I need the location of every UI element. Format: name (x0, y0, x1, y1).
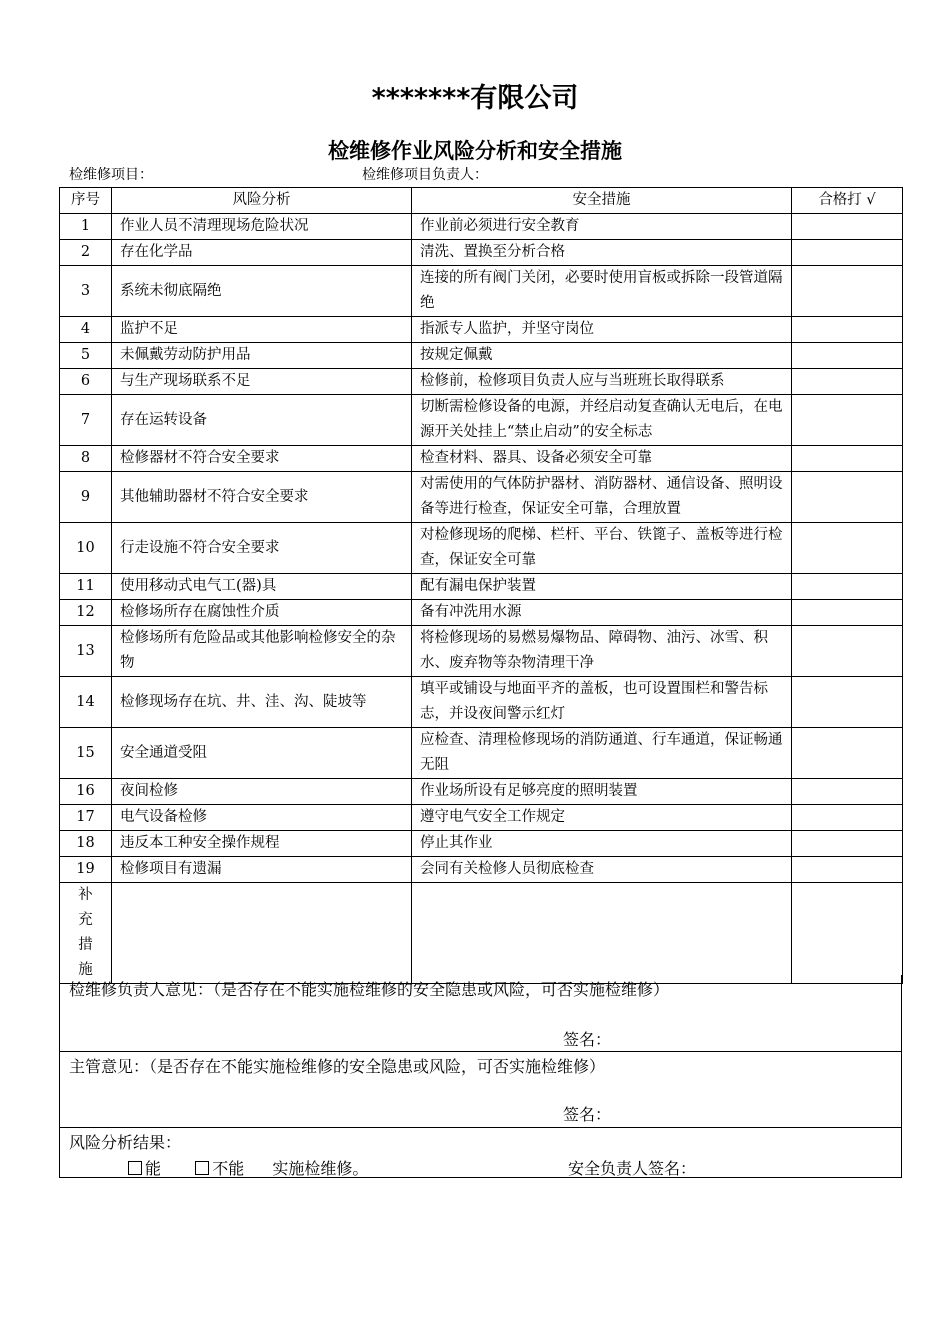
row-number: 11 (60, 574, 112, 600)
table-row (60, 831, 903, 857)
leader-opinion-label: 检维修负责人意见：（是否存在不能实施检维修的安全隐患或风险，可否实施检维修） (69, 980, 670, 999)
table-row (60, 728, 903, 779)
table-row (60, 677, 903, 728)
option-yes-checkbox[interactable] (128, 1161, 142, 1175)
check-cell[interactable] (792, 805, 903, 831)
result-suffix: 实施检维修。 (272, 1159, 369, 1178)
table-header-row (60, 188, 903, 214)
col-header-risk: 风险分析 (112, 188, 412, 214)
row-number: 13 (60, 626, 112, 677)
risk-cell: 存在运转设备 (112, 395, 412, 446)
row-number: 12 (60, 600, 112, 626)
risk-cell: 安全通道受阻 (112, 728, 412, 779)
risk-cell: 系统未彻底隔绝 (112, 266, 412, 317)
table-row (60, 600, 903, 626)
table-row (60, 395, 903, 446)
measure-cell: 连接的所有阀门关闭，必要时使用盲板或拆除一段管道隔绝 (412, 266, 792, 317)
check-cell[interactable] (792, 214, 903, 240)
row-number: 3 (60, 266, 112, 317)
measure-cell: 指派专人监护，并坚守岗位 (412, 317, 792, 343)
risk-cell: 检修场所存在腐蚀性介质 (112, 600, 412, 626)
measure-cell: 配有漏电保护装置 (412, 574, 792, 600)
check-cell[interactable] (792, 857, 903, 883)
measure-cell: 遵守电气安全工作规定 (412, 805, 792, 831)
risk-cell: 存在化学品 (112, 240, 412, 266)
measure-cell: 对检修现场的爬梯、栏杆、平台、铁篦子、盖板等进行检查，保证安全可靠 (412, 523, 792, 574)
measure-cell: 应检查、清理检修现场的消防通道、行车通道，保证畅通无阻 (412, 728, 792, 779)
check-cell[interactable] (792, 523, 903, 574)
check-cell[interactable] (792, 317, 903, 343)
measure-cell: 检修前，检修项目负责人应与当班班长取得联系 (412, 369, 792, 395)
supervisor-signature-label: 签名： (563, 1105, 612, 1124)
risk-cell: 检修现场存在坑、井、洼、沟、陡坡等 (112, 677, 412, 728)
risk-result-label: 风险分析结果： (69, 1133, 182, 1152)
risk-cell: 与生产现场联系不足 (112, 369, 412, 395)
result-options (128, 1156, 368, 1179)
risk-cell: 夜间检修 (112, 779, 412, 805)
row-number: 19 (60, 857, 112, 883)
safety-signature-label: 安全负责人签名： (568, 1159, 697, 1178)
document-title: 检维修作业风险分析和安全措施 (328, 139, 622, 163)
table-row (60, 805, 903, 831)
check-cell[interactable] (792, 240, 903, 266)
check-cell[interactable] (792, 574, 903, 600)
check-cell[interactable] (792, 369, 903, 395)
option-no-label: 不能 (212, 1159, 245, 1178)
project-meta (69, 164, 901, 186)
project-manager-label: 检维修项目负责人： (362, 167, 488, 183)
table-row (60, 472, 903, 523)
row-number: 17 (60, 805, 112, 831)
table-row (60, 343, 903, 369)
check-cell[interactable] (792, 626, 903, 677)
company-name: *******有限公司 (371, 83, 579, 114)
supplement-label: 补 充 措 施 (60, 883, 112, 984)
measure-cell: 停止其作业 (412, 831, 792, 857)
risk-cell: 检修项目有遗漏 (112, 857, 412, 883)
supervisor-opinion-box[interactable] (59, 1052, 902, 1128)
row-number: 10 (60, 523, 112, 574)
table-row (60, 317, 903, 343)
risk-result-box (59, 1128, 902, 1178)
table-row (60, 857, 903, 883)
check-cell[interactable] (792, 728, 903, 779)
measure-cell: 切断需检修设备的电源，并经启动复查确认无电后，在电源开关处挂上“禁止启动”的安全标志 (412, 395, 792, 446)
supplement-row (60, 883, 903, 984)
row-number: 16 (60, 779, 112, 805)
table-row (60, 523, 903, 574)
table-row (60, 574, 903, 600)
measure-cell: 填平或铺设与地面平齐的盖板，也可设置围栏和警告标志，并设夜间警示红灯 (412, 677, 792, 728)
risk-cell: 其他辅助器材不符合安全要求 (112, 472, 412, 523)
risk-cell: 使用移动式电气工(器)具 (112, 574, 412, 600)
row-number: 2 (60, 240, 112, 266)
risk-cell: 违反本工种安全操作规程 (112, 831, 412, 857)
table-row (60, 626, 903, 677)
leader-signature-label: 签名： (563, 1030, 612, 1049)
risk-table (59, 187, 903, 984)
row-number: 15 (60, 728, 112, 779)
row-number: 6 (60, 369, 112, 395)
measure-cell: 作业前必须进行安全教育 (412, 214, 792, 240)
risk-cell: 监护不足 (112, 317, 412, 343)
row-number: 14 (60, 677, 112, 728)
col-header-no: 序号 (60, 188, 112, 214)
supplement-measure-cell[interactable] (412, 883, 792, 984)
supplement-check-cell[interactable] (792, 883, 903, 984)
risk-cell: 行走设施不符合安全要求 (112, 523, 412, 574)
check-cell[interactable] (792, 343, 903, 369)
measure-cell: 检查材料、器具、设备必须安全可靠 (412, 446, 792, 472)
col-header-check: 合格打 √ (792, 188, 903, 214)
check-cell[interactable] (792, 600, 903, 626)
measure-cell: 按规定佩戴 (412, 343, 792, 369)
measure-cell: 会同有关检修人员彻底检查 (412, 857, 792, 883)
measure-cell: 备有冲洗用水源 (412, 600, 792, 626)
leader-opinion-box[interactable] (59, 975, 902, 1052)
check-cell[interactable] (792, 831, 903, 857)
risk-cell: 未佩戴劳动防护用品 (112, 343, 412, 369)
table-row (60, 446, 903, 472)
table-row (60, 240, 903, 266)
check-cell[interactable] (792, 779, 903, 805)
measure-cell: 作业场所设有足够亮度的照明装置 (412, 779, 792, 805)
col-header-measure: 安全措施 (412, 188, 792, 214)
option-yes-label: 能 (145, 1159, 162, 1178)
table-row (60, 779, 903, 805)
risk-cell: 电气设备检修 (112, 805, 412, 831)
check-cell[interactable] (792, 472, 903, 523)
risk-cell: 检修场所有危险品或其他影响检修安全的杂物 (112, 626, 412, 677)
row-number: 8 (60, 446, 112, 472)
table-row (60, 369, 903, 395)
row-number: 9 (60, 472, 112, 523)
table-row (60, 214, 903, 240)
risk-cell: 检修器材不符合安全要求 (112, 446, 412, 472)
check-cell[interactable] (792, 266, 903, 317)
row-number: 4 (60, 317, 112, 343)
supervisor-opinion-label: 主管意见：（是否存在不能实施检维修的安全隐患或风险，可否实施检维修） (69, 1057, 606, 1076)
table-row (60, 266, 903, 317)
measure-cell: 将检修现场的易燃易爆物品、障碍物、油污、冰雪、积水、废弃物等杂物清理干净 (412, 626, 792, 677)
row-number: 1 (60, 214, 112, 240)
option-no-checkbox[interactable] (195, 1161, 209, 1175)
check-cell[interactable] (792, 446, 903, 472)
check-cell[interactable] (792, 395, 903, 446)
risk-cell: 作业人员不清理现场危险状况 (112, 214, 412, 240)
row-number: 18 (60, 831, 112, 857)
supplement-risk-cell[interactable] (112, 883, 412, 984)
row-number: 5 (60, 343, 112, 369)
check-cell[interactable] (792, 677, 903, 728)
row-number: 7 (60, 395, 112, 446)
project-label: 检维修项目： (69, 167, 153, 183)
measure-cell: 对需使用的气体防护器材、消防器材、通信设备、照明设备等进行检查，保证安全可靠，合理放置 (412, 472, 792, 523)
measure-cell: 清洗、置换至分析合格 (412, 240, 792, 266)
